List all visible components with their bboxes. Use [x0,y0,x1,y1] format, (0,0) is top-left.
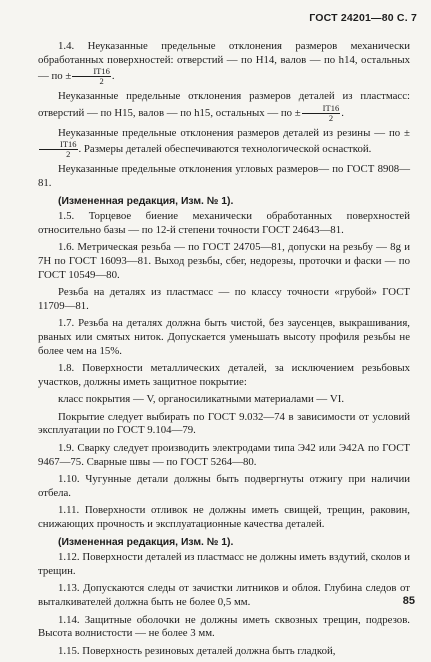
paragraph-rubber-tolerances [38,127,410,160]
page-header: ГОСТ 24201—80 С. 7 [309,12,417,24]
revision-note: (Измененная редакция, Изм. № 1). [58,195,234,207]
fraction-denominator: 2 [328,112,334,123]
fraction [302,104,341,123]
paragraph-plastics-thread: Резьба на деталях из пластмасс — по классу точности «грубой» ГОСТ 11709—81. [38,286,410,312]
paragraph-plastics-tolerances [38,90,410,123]
fraction-numerator: IT16 [72,67,111,77]
fraction-numerator: IT16 [39,140,78,150]
paragraph-1-4 [38,40,410,86]
text-segment: Неуказанные предельные отклонения размеров деталей из пластмасс: отверстий — по H15, валов — по h15, остальных — по ± [38,90,410,119]
revision-note: (Измененная редакция, Изм. № 1). [58,536,234,548]
fraction [72,67,111,86]
text-segment: . [111,70,115,83]
paragraph-1-10: 1.10. Чугунные детали должны быть подвергнуты отжигу при наличии отбела. [38,473,410,499]
fraction-denominator: 2 [66,149,71,160]
text-segment: 1.4. Неуказанные предельные отклонения размеров механически обработанных поверхностей: отверстий — по H14, валов — по h14, остальных — по ± [38,40,410,83]
paragraph-1-7: 1.7. Резьба на деталях должна быть чистой, без заусенцев, выкрашивания, рваных или смятых ниток. Допускается уменьшать высоту профиля резьбы не более чем на 15%. [38,317,410,357]
paragraph-1-5: 1.5. Торцевое биение механически обработанных поверхностей относительно базы — по 12-й степени точности ГОСТ 24643—81. [38,210,410,236]
paragraph-1-12: 1.12. Поверхности деталей из пластмасс не должны иметь вздутий, сколов и трещин. [38,551,410,577]
paragraph-1-15: 1.15. Поверхность резиновых деталей должна быть гладкой, [58,644,336,657]
paragraph-coating-class: класс покрытия — V, органосиликатными материалами — VI. [58,393,345,406]
text-segment: Неуказанные предельные отклонения размеров деталей из резины — по ± [58,126,410,139]
text-segment: . [341,106,344,119]
paragraph-1-13: 1.13. Допускаются следы от зачистки литников и облоя. Глубина следов от выталкивателей должна быть не более 0,5 мм. [38,582,410,608]
paragraph-1-6: 1.6. Метрическая резьба — по ГОСТ 24705—81, допуски на резьбу — 8g и 7H по ГОСТ 16093—81. Выход резьбы, сбег, недорезы, проточки и фаски — по ГОСТ 10549—80. [38,241,410,281]
paragraph-1-8: 1.8. Поверхности металлических деталей, за исключением резьбовых участков, должны иметь защитное покрытие: [38,362,410,388]
paragraph-angular-tolerances: Неуказанные предельные отклонения угловых размеров— по ГОСТ 8908—81. [38,163,410,189]
fraction-numerator: IT16 [302,104,341,114]
paragraph-1-14: 1.14. Защитные оболочки не должны иметь сквозных трещин, подрезов. Высота волнистости — не более 3 мм. [38,613,410,640]
document-body [38,40,410,662]
paragraph-coating-selection: Покрытие следует выбирать по ГОСТ 9.032—74 в зависимости от условий эксплуатации по ГОСТ 9.104—79. [38,410,410,437]
fraction [39,140,78,159]
paragraph-1-9: 1.9. Сварку следует производить электродами типа Э42 или Э42А по ГОСТ 9467—75. Сварные швы — по ГОСТ 5264—80. [38,442,410,468]
paragraph-1-11: 1.11. Поверхности отливок не должны иметь свищей, трещин, раковин, снижающих прочность и эксплуатационные качества деталей. [38,504,410,531]
page-number: 85 [402,595,415,607]
fraction-denominator: 2 [99,76,104,87]
text-segment: . Размеры деталей обеспечиваются технологической оснасткой. [78,143,372,156]
